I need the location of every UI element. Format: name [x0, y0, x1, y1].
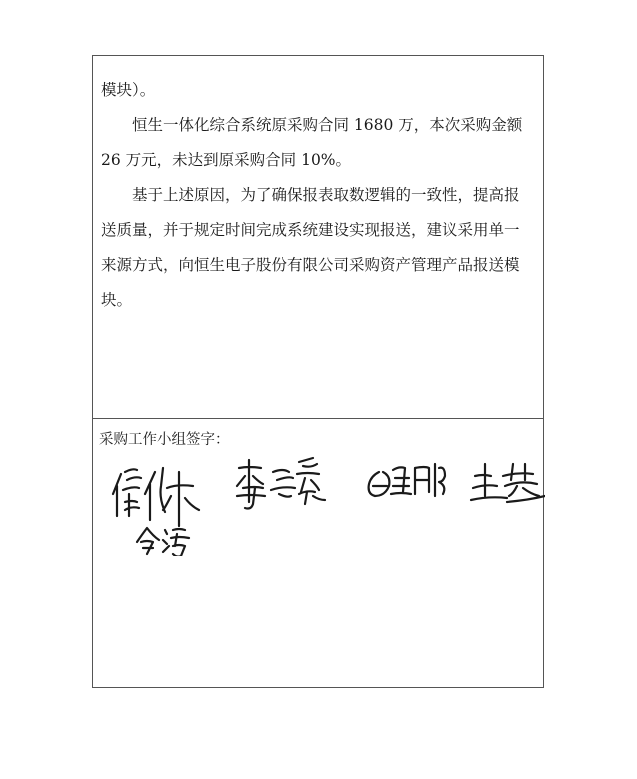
- signature-area: [93, 446, 545, 556]
- handwritten-signature-3: [369, 464, 445, 496]
- handwritten-signature-1: [113, 468, 199, 526]
- section-divider: [93, 418, 543, 419]
- paragraph-continuation: 模块）。: [101, 81, 156, 99]
- signature-label: 采购工作小组签字：: [99, 432, 230, 448]
- handwritten-signature-2: [237, 458, 325, 509]
- form-frame: [92, 55, 544, 688]
- body-text: [101, 73, 533, 318]
- paragraph-reason: 基于上述原因，为了确保报表取数逻辑的一致性，提高报送质量，并于规定时间完成系统建设实现报送，建议采用单一来源方式，向恒生电子股份有限公司采购资产管理产品报送模块。: [101, 186, 520, 309]
- paragraph-contract: 恒生一体化综合系统原采购合同 1680 万，本次采购金额 26 万元，未达到原采购合同 10%。: [101, 116, 523, 169]
- handwritten-signature-4: [471, 464, 545, 502]
- handwritten-signature-5: [137, 528, 189, 556]
